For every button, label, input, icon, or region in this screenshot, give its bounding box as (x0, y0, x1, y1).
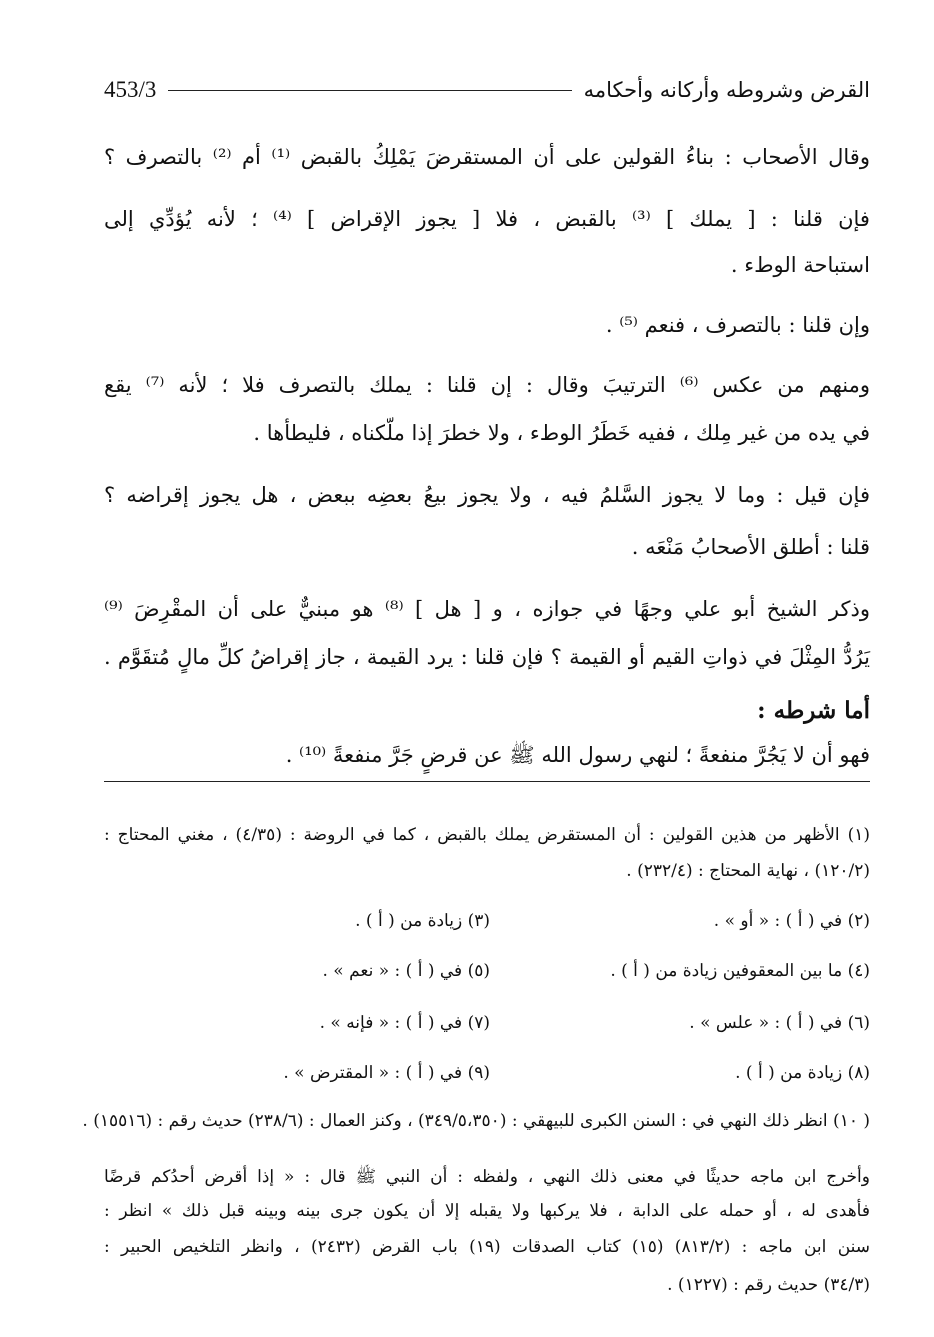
chapter-title: القرض وشروطه وأركانه وأحكامه (583, 78, 870, 102)
footnote-row-6-7 (104, 1010, 870, 1036)
body-line-10: يَرُدُّ المِثْلَ في ذواتِ القيم أو القيمة ؟ فإن قلنا : يرد القيمة ، جاز إقراضُ كلِّ مالٍ مُتقَوَّم . (104, 645, 870, 669)
footnote-10-line-3: فأهدى له ، أو حمله على الدابة ، فلا يركبها ولا يقبله إلا أن يكون جرى بينه وبينه قبل ذلك » انظر : (104, 1201, 870, 1221)
footnote-10-line-5: (٣٤/٣) حديث رقم : (١٢٢٧) . (667, 1275, 870, 1295)
body-line-3: استباحة الوطء . (730, 253, 870, 277)
footnote-separator (104, 781, 870, 782)
body-line-1: وقال الأصحاب : بناءُ القولين على أن المستقرضَ يَمْلِكُ بالقبض ⁽¹⁾ أم ⁽²⁾ بالتصرف ؟ (104, 145, 870, 169)
footnote-7: (٧) في ( أ ) : « فإنه » . (319, 1013, 490, 1033)
body-line-8: قلنا : أطلق الأصحابُ مَنْعَه . (631, 535, 870, 559)
footnote-5: (٥) في ( أ ) : « نعم » . (322, 961, 490, 981)
header-rule (168, 90, 571, 91)
body-line-2: فإن قلنا : [ يملك ] ⁽³⁾ بالقبض ، فلا [ يجوز الإقراض ] ⁽⁴⁾ ؛ لأنه يُؤدِّي إلى (104, 207, 870, 231)
footnote-row-4-5 (104, 958, 870, 984)
footnote-4: (٤) ما بين المعقوفين زيادة من ( أ ) . (610, 961, 870, 981)
footnote-8: (٨) زيادة من ( أ ) . (735, 1063, 870, 1083)
footnote-9: (٩) في ( أ ) : « المقترض » . (283, 1063, 490, 1083)
page-number: 453/3 (104, 77, 157, 102)
footnote-10-line-1: ( ١٠) انظر ذلك النهي في : السنن الكبرى للبيهقي : (٣٤٩/٥،٣٥٠) ، وكنز العمال : (٢٣٨/٦) حديث رقم : (١٥٥١٦) . (82, 1111, 870, 1131)
body-line-5: ومنهم من عكس ⁽⁶⁾ الترتيبَ وقال : إن قلنا : يملك بالتصرف فلا ؛ لأنه ⁽⁷⁾ يقع (104, 373, 870, 397)
body-line-7: فإن قيل : وما لا يجوز السَّلمُ فيه ، ولا يجوز بيعُ بعضِه ببعض ، هل يجوز إقراضه ؟ (104, 483, 870, 507)
body-line-11: فهو أن لا يَجُرَّ منفعةً ؛ لنهي رسول الله ﷺ عن قرضٍ جَرَّ منفعةً ⁽¹⁰⁾ . (285, 743, 870, 767)
footnote-row-2-3 (104, 908, 870, 934)
footnote-1-line-1: (١) الأظهر من هذين القولين : أن المستقرض يملك بالقبض ، كما في الروضة : (٤/٣٥) ، مغني المحتاج : (104, 825, 870, 845)
body-line-9: وذكر الشيخ أبو علي وجهًا في جوازه ، و [ هل ] ⁽⁸⁾ هو مبنيٌّ على أن المقْرِضَ ⁽⁹⁾ (104, 597, 870, 621)
footnote-1-line-2: (١٢٠/٢) ، نهاية المحتاج : (٢٣٢/٤) . (626, 861, 870, 881)
footnote-3: (٣) زيادة من ( أ ) . (355, 911, 490, 931)
body-line-4: وإن قلنا : بالتصرف ، فنعم ⁽⁵⁾ . (605, 313, 870, 337)
footnote-6: (٦) في ( أ ) : « علس » . (689, 1013, 870, 1033)
running-header (104, 72, 870, 108)
footnote-10-line-4: سنن ابن ماجه : (٨١٣/٢) (١٥) كتاب الصدقات (١٩) باب القرض (٢٤٣٢) ، وانظر التلخيص الحبير : (104, 1237, 871, 1257)
section-heading: أما شرطه : (757, 697, 870, 724)
body-line-6: في يده من غير مِلك ، ففيه خَطَرُ الوطء ، ولا خطرَ إذا ملّكناه ، فليطأها . (253, 421, 870, 445)
footnote-10-line-2: وأخرج ابن ماجه حديثًا في معنى ذلك النهي ، ولفظه : أن النبي ﷺ قال : « إذا أقرض أحدُكم قرضًا (104, 1167, 870, 1187)
footnote-2: (٢) في ( أ ) : « أو » . (713, 911, 870, 931)
footnote-row-8-9 (104, 1060, 870, 1086)
